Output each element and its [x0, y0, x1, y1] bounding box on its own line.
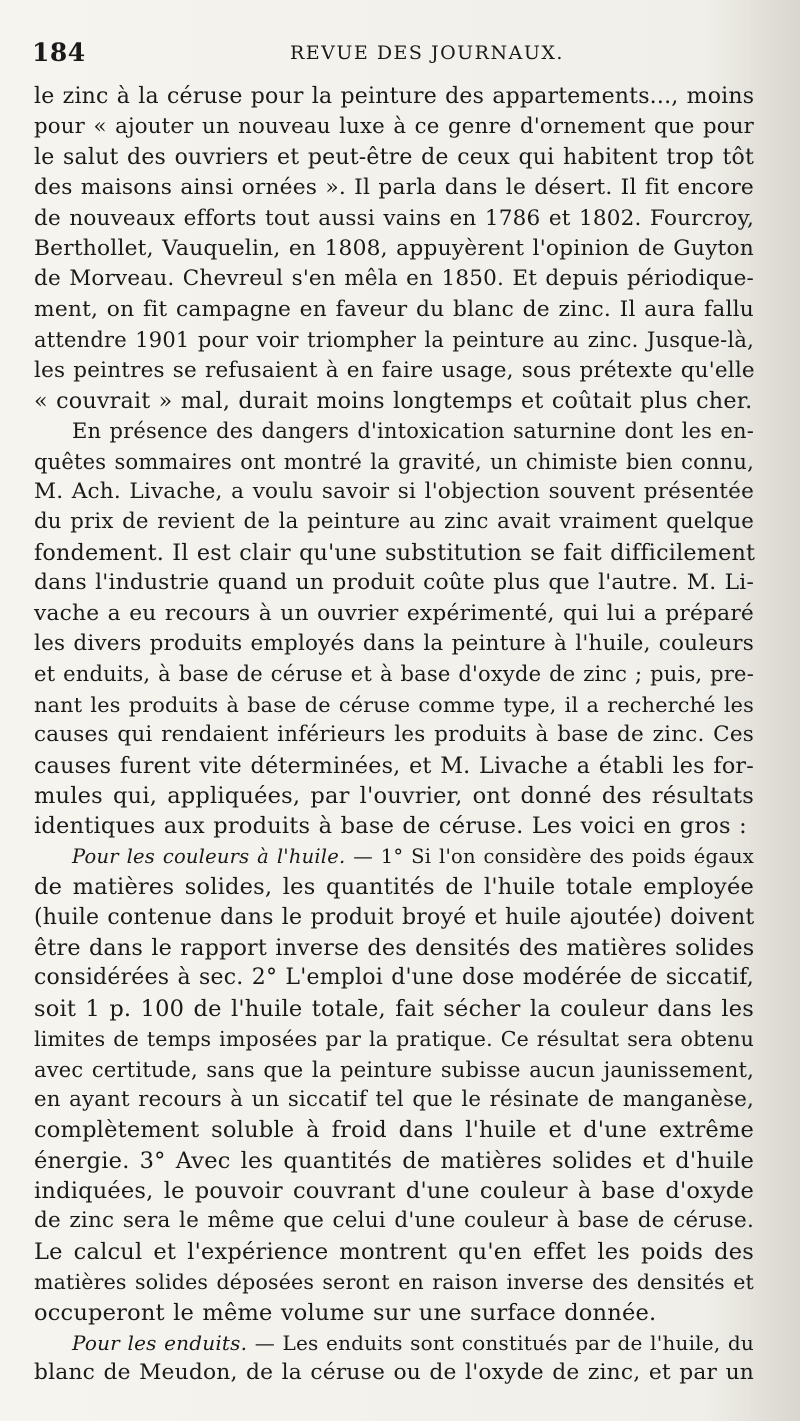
text-line: indiquées, le pouvoir couvrant d'une couleur à base d'oxyde: [34, 1178, 754, 1205]
text-line: (huile contenue dans le produit broyé et huile ajoutée) doivent: [34, 904, 755, 930]
italic-lead-enduits: Pour les enduits.: [72, 1331, 248, 1356]
text-line: « couvrait » mal, durait moins longtemps et coûtait plus cher.: [34, 387, 753, 414]
text-line: causes qui rendaient inférieurs les produits à base de zinc. Ces: [34, 722, 754, 748]
text-line: soit 1 p. 100 de l'huile totale, fait sécher la couleur dans les: [34, 995, 754, 1022]
text-line: Berthollet, Vauquelin, en 1808, appuyèrent l'opinion de Guyton: [34, 235, 754, 261]
paragraph-start-line: [34, 842, 754, 872]
text-line: causes furent vite déterminées, et M. Livache a établi les for-: [34, 752, 754, 779]
text-line: vache a eu recours à un ouvrier expérimenté, qui lui a préparé: [34, 600, 754, 626]
text-line: de zinc sera le même que celui d'une couleur à base de céruse.: [34, 1208, 754, 1234]
text-line: M. Ach. Livache, a voulu savoir si l'objection souvent présentée: [34, 479, 754, 505]
text-line: le zinc à la céruse pour la peinture des appartements..., moins: [34, 84, 755, 109]
italic-lead-couleurs: Pour les couleurs à l'huile.: [72, 844, 346, 868]
text-line: des maisons ainsi ornées ». Il parla dans le désert. Il fit encore: [34, 175, 754, 201]
page-header: [32, 38, 760, 72]
paragraph-start-line: En présence des dangers d'intoxication saturnine dont les en-: [72, 419, 754, 444]
text-line: identiques aux produits à base de céruse. Les voici en gros :: [34, 813, 747, 840]
text-line: complètement soluble à froid dans l'huile et d'une extrême: [34, 1117, 754, 1144]
text-line: pour « ajouter un nouveau luxe à ce genre d'ornement que pour: [34, 114, 754, 140]
text-line: du prix de revient de la peinture au zinc avait vraiment quelque: [34, 509, 754, 535]
text-line: de Morveau. Chevreul s'en mêla en 1850. Et depuis périodique-: [34, 266, 754, 292]
text-line: en ayant recours à un siccatif tel que le résinate de manganèse,: [34, 1086, 754, 1112]
text-line: fondement. Il est clair qu'une substitution se fait difficilement: [34, 539, 756, 566]
page-body: [34, 82, 754, 1389]
text-line: les peintres se refusaient à en faire usage, sous prétexte qu'elle: [34, 357, 755, 383]
text-line: être dans le rapport inverse des densités des matières solides: [34, 934, 755, 961]
text-line: le salut des ouvriers et peut-être de ceux qui habitent trop tôt: [34, 144, 754, 170]
text-line: Le calcul et l'expérience montrent qu'en effet les poids des: [34, 1238, 754, 1265]
text-line: quêtes sommaires ont montré la gravité, un chimiste bien connu,: [34, 449, 754, 474]
text-line: énergie. 3° Avec les quantités de matières solides et d'huile: [34, 1147, 754, 1174]
text-line: de matières solides, les quantités de l'huile totale employée: [34, 874, 754, 901]
text-line: de nouveaux efforts tout aussi vains en 1786 et 1802. Fourcroy,: [34, 205, 754, 231]
text-line: dans l'industrie quand un produit coûte plus que l'autre. M. Li-: [34, 570, 754, 596]
text-line: avec certitude, sans que la peinture subisse aucun jaunissement,: [34, 1057, 754, 1082]
text-line-rest: — Les enduits sont constitués par de l'huile, du: [254, 1331, 755, 1356]
text-line: matières solides déposées seront en raison inverse des densités et: [34, 1270, 754, 1295]
running-head: REVUE DES JOURNAUX.: [290, 42, 564, 64]
text-line: occuperont le même volume sur une surface donnée.: [34, 1299, 657, 1326]
paragraph-start-line: [34, 1328, 754, 1358]
text-line: considérées à sec. 2° L'emploi d'une dose modérée de siccatif,: [34, 965, 754, 991]
text-line: blanc de Meudon, de la céruse ou de l'oxyde de zinc, et par un: [34, 1360, 754, 1386]
text-line: les divers produits employés dans la peinture à l'huile, couleurs: [34, 631, 754, 657]
text-line: nant les produits à base de céruse comme type, il a recherché les: [34, 692, 754, 717]
text-line: limites de temps imposées par la pratique. Ce résultat sera obtenu: [34, 1027, 754, 1052]
text-line: ment, on fit campagne en faveur du blanc de zinc. Il aura fallu: [34, 296, 754, 322]
page-number: 184: [32, 38, 86, 67]
text-line: mules qui, appliquées, par l'ouvrier, ont donné des résultats: [34, 782, 754, 809]
text-line-rest: — 1° Si l'on considère des poids égaux: [353, 844, 755, 868]
text-line: et enduits, à base de céruse et à base d'oxyde de zinc ; puis, pre-: [34, 662, 754, 687]
text-line: attendre 1901 pour voir triompher la peinture au zinc. Jusque-là,: [34, 328, 754, 353]
